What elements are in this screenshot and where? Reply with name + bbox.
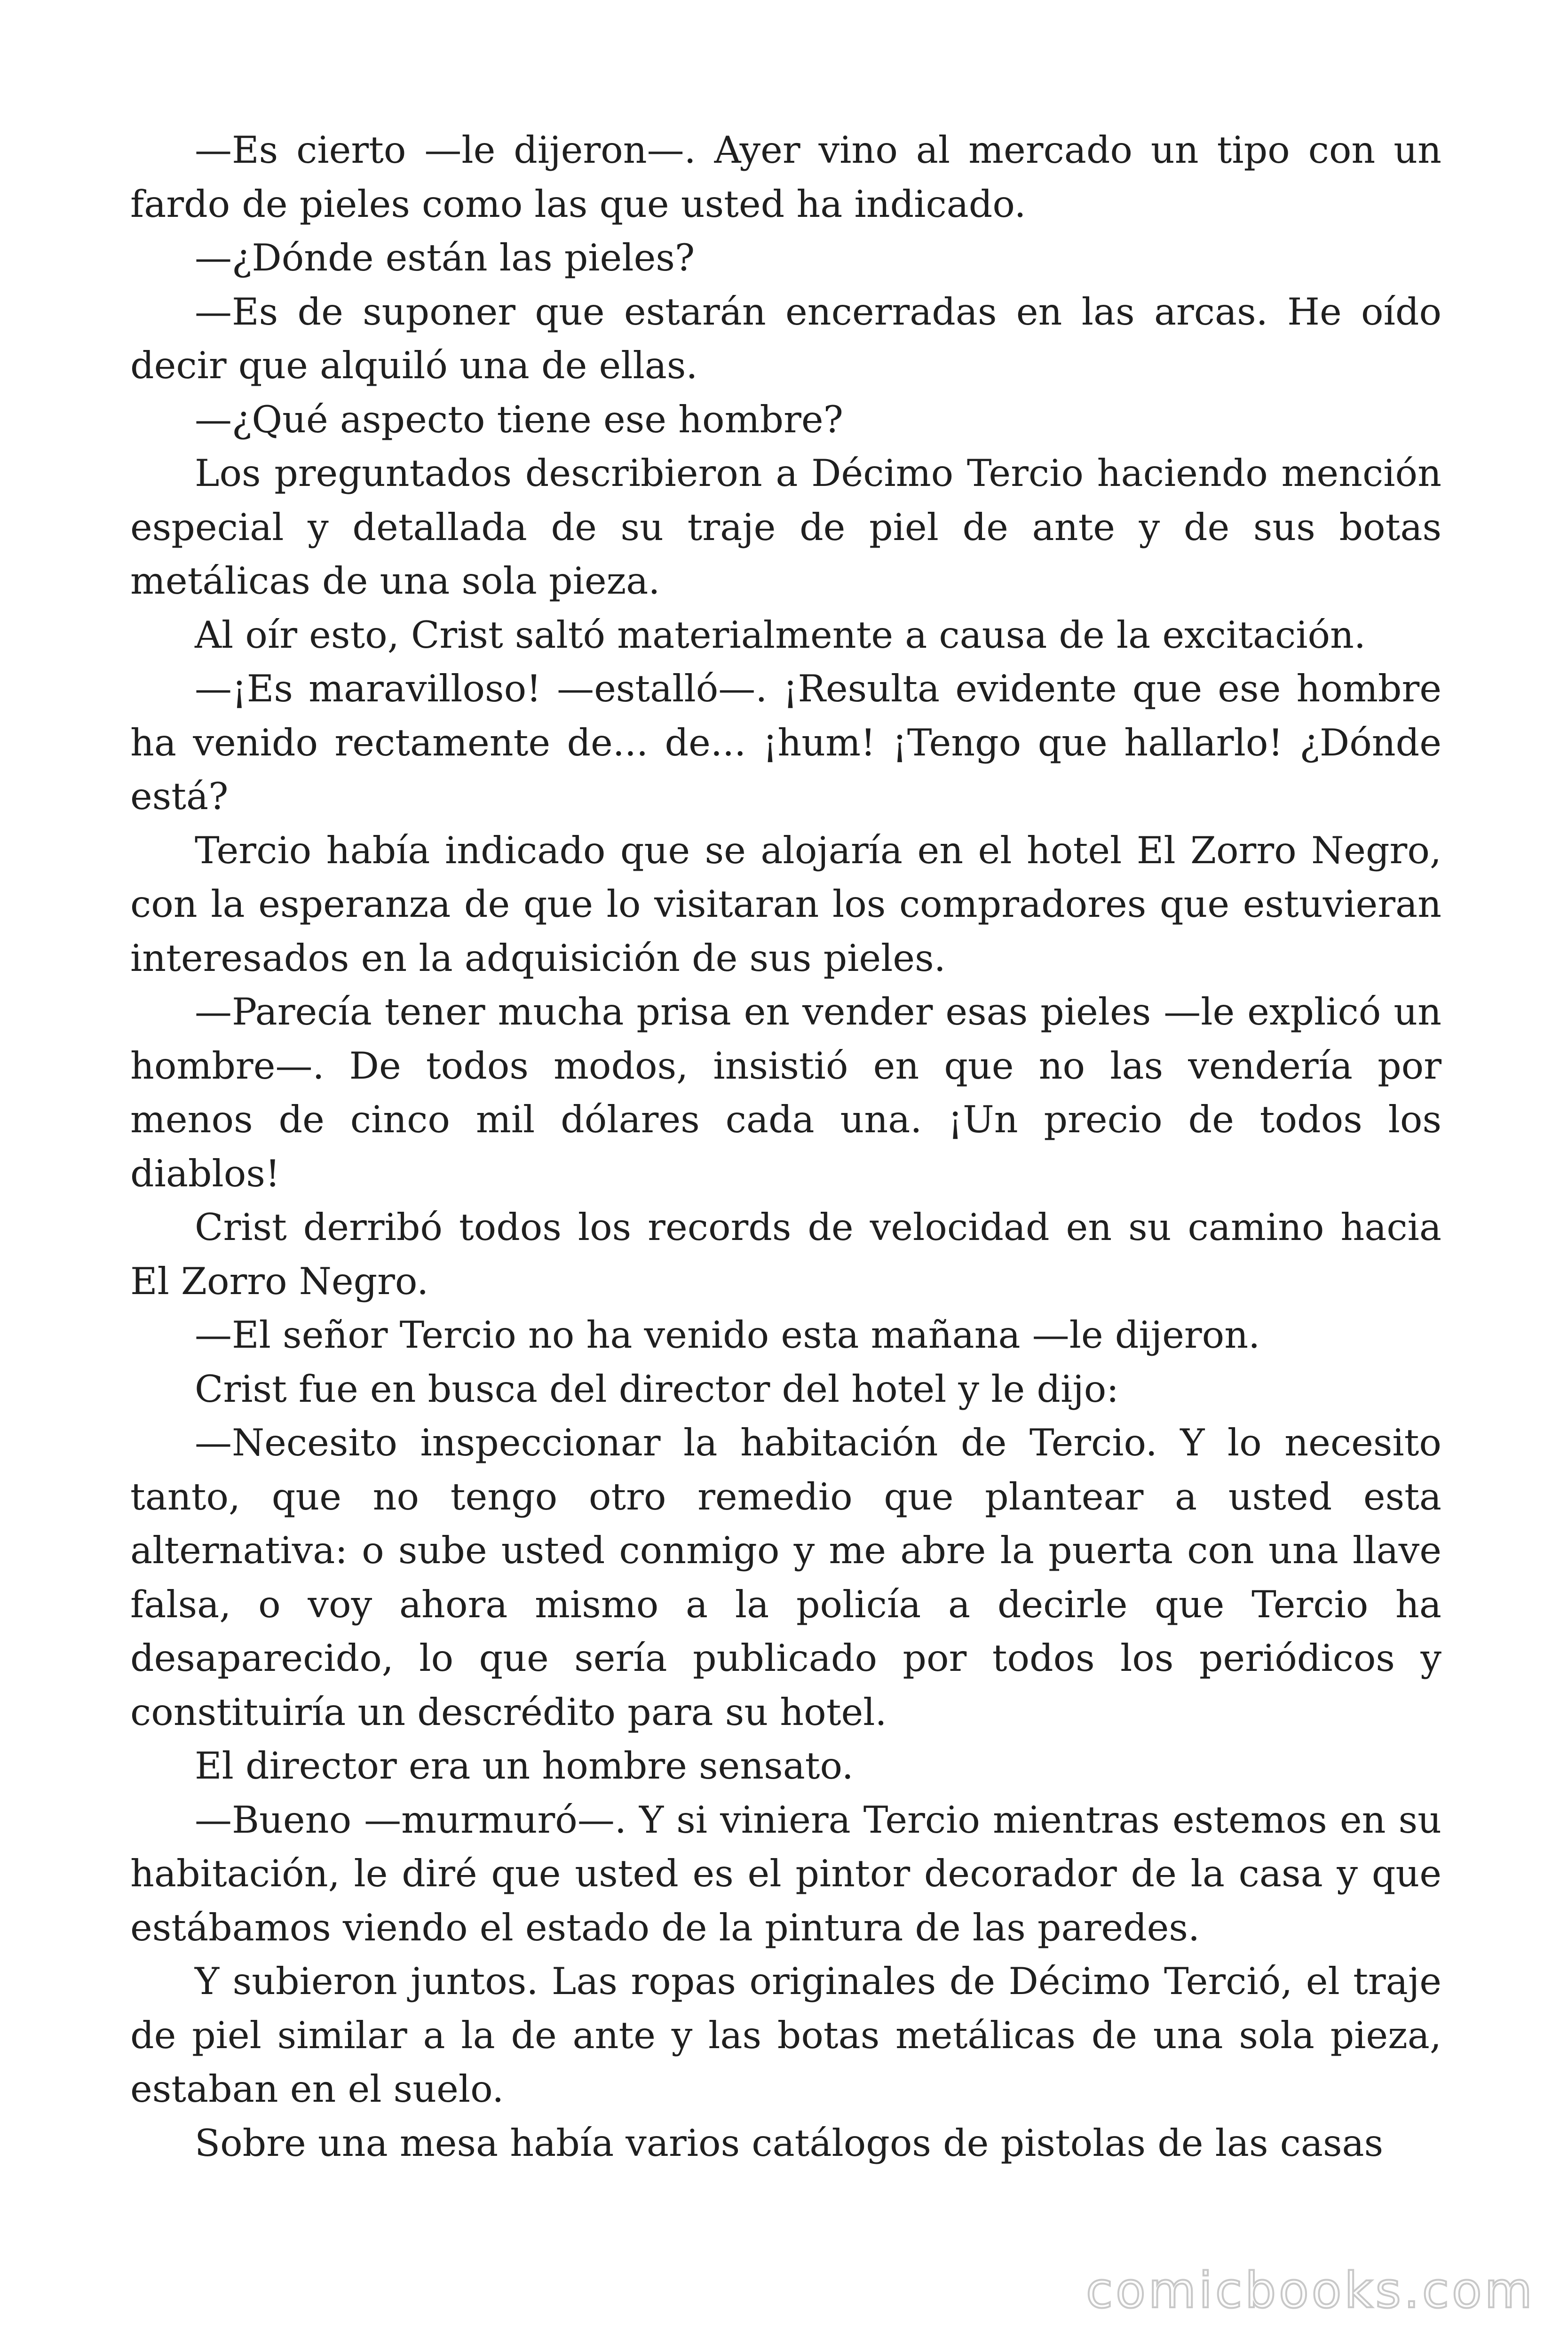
paragraph: Crist fue en busca del director del hotel y le dijo:: [195, 1367, 1119, 1411]
paragraph: —¿Dónde están las pieles?: [195, 236, 695, 279]
paragraph: —Bueno —murmuró—. Y si viniera Tercio mientras estemos en su habitación, le diré que usted es el pintor decorador de la casa y que estábamos viendo el estado de la pintura de las paredes.: [130, 1798, 1441, 1949]
paragraph: —¿Qué aspecto tiene ese hombre?: [195, 397, 843, 441]
paragraph: —Parecía tener mucha prisa en vender esas pieles —le explicó un hombre—. De todos modos, insistió en que no las vendería por menos de cinco mil dólares cada una. ¡Un precio de todos los diablos!: [130, 990, 1441, 1195]
paragraph: —Es de suponer que estarán encerradas en las arcas. He oído decir que alquiló una de ellas.: [130, 290, 1441, 387]
paragraph: Sobre una mesa había varios catálogos de pistolas de las casas: [195, 2121, 1384, 2165]
paragraph: Y subieron juntos. Las ropas originales de Décimo Terció, el traje de piel similar a la de ante y las botas metálicas de una sola pieza, estaban en el suelo.: [130, 1960, 1441, 2111]
watermark: comicbooks.com: [1085, 2262, 1535, 2319]
paragraph: Los preguntados describieron a Décimo Tercio haciendo mención especial y detallada de su traje de piel de ante y de sus botas metálicas de una sola pieza.: [130, 452, 1441, 603]
paragraph: —Necesito inspeccionar la habitación de Tercio. Y lo necesito tanto, que no tengo otro remedio que plantear a usted esta alternativa: o sube usted conmigo y me abre la puerta con una llave falsa, o voy ahora mismo a la policía a decirle que Tercio ha desaparecido, lo que sería publicado por todos los periódicos y constituiría un descrédito para su hotel.: [130, 1421, 1441, 1734]
paragraph: —El señor Tercio no ha venido esta mañana —le dijeron.: [195, 1313, 1260, 1357]
paragraph: El director era un hombre sensato.: [195, 1744, 854, 1788]
paragraph: Al oír esto, Crist saltó materialmente a causa de la excitación.: [195, 613, 1366, 657]
paragraph: Tercio había indicado que se alojaría en el hotel El Zorro Negro, con la esperanza de que lo visitaran los compradores que estuvieran interesados en la adquisición de sus pieles.: [130, 828, 1441, 980]
body-text: [130, 123, 1441, 2170]
paragraph: —¡Es maravilloso! —estalló—. ¡Resulta evidente que ese hombre ha venido rectamente de... de... ¡hum! ¡Tengo que hallarlo! ¿Dónde está?: [130, 667, 1441, 818]
paragraph: —Es cierto —le dijeron—. Ayer vino al mercado un tipo con un fardo de pieles como las que usted ha indicado.: [130, 128, 1441, 226]
paragraph: Crist derribó todos los records de velocidad en su camino hacia El Zorro Negro.: [130, 1206, 1441, 1303]
